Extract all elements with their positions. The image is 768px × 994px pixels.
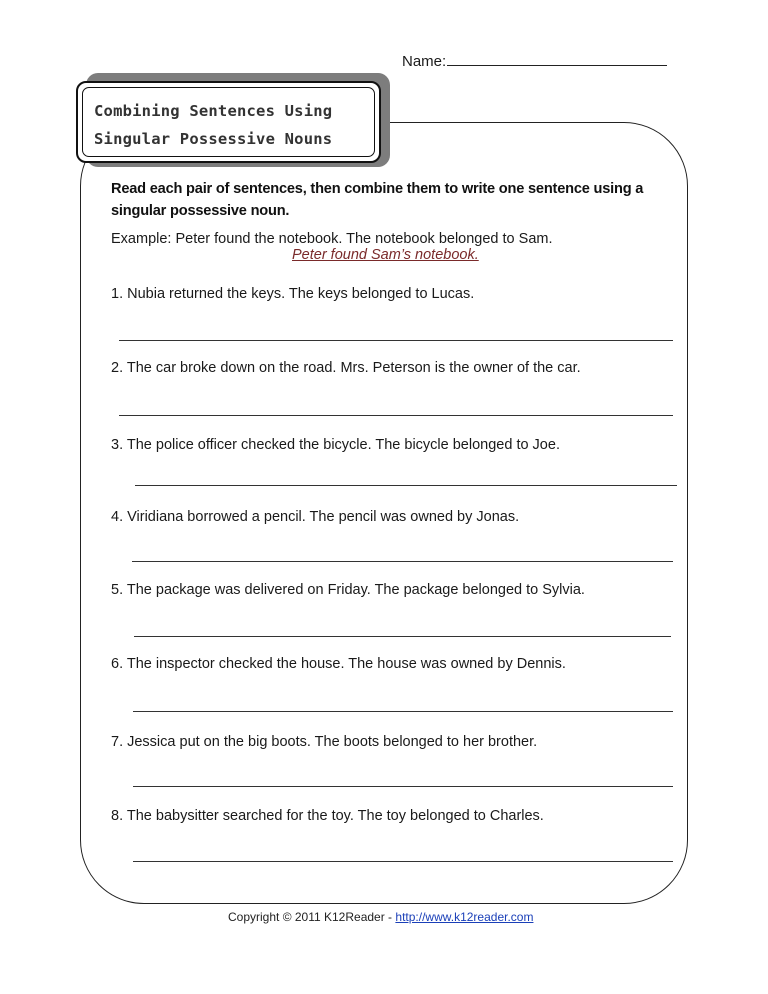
example-prompt: Example: Peter found the notebook. The notebook belonged to Sam. xyxy=(111,231,553,247)
answer-line-7[interactable] xyxy=(133,786,673,787)
name-blank-line[interactable] xyxy=(447,52,667,66)
title-box xyxy=(76,81,381,163)
answer-line-4[interactable] xyxy=(132,561,673,562)
example-answer: Peter found Sam’s notebook. xyxy=(292,247,479,263)
name-field[interactable] xyxy=(402,52,667,70)
question-4: 4. Viridiana borrowed a pencil. The pencil was owned by Jonas. xyxy=(111,509,520,525)
answer-line-1[interactable] xyxy=(119,340,673,341)
question-8: 8. The babysitter searched for the toy. The toy belonged to Charles. xyxy=(111,808,544,824)
question-2: 2. The car broke down on the road. Mrs. Peterson is the owner of the car. xyxy=(111,360,581,376)
answer-line-6[interactable] xyxy=(133,711,673,712)
name-label: Name: xyxy=(402,53,447,70)
copyright-text: Copyright © 2011 K12Reader - xyxy=(228,910,393,924)
question-1: 1. Nubia returned the keys. The keys belonged to Lucas. xyxy=(111,286,475,302)
answer-line-3[interactable] xyxy=(135,485,677,486)
k12reader-link[interactable]: http://www.k12reader.com xyxy=(395,910,534,924)
answer-line-5[interactable] xyxy=(134,636,671,637)
question-3: 3. The police officer checked the bicycle. The bicycle belonged to Joe. xyxy=(111,437,560,453)
question-5: 5. The package was delivered on Friday. The package belonged to Sylvia. xyxy=(111,582,585,598)
worksheet-title xyxy=(94,97,332,153)
footer xyxy=(228,910,533,924)
title-line-1: Combining Sentences Using xyxy=(94,102,333,120)
title-line-2: Singular Possessive Nouns xyxy=(94,130,333,148)
question-7: 7. Jessica put on the big boots. The boots belonged to her brother. xyxy=(111,734,538,750)
instructions: Read each pair of sentences, then combine them to write one sentence using a singular possessive noun. xyxy=(111,181,644,219)
answer-line-2[interactable] xyxy=(119,415,673,416)
answer-line-8[interactable] xyxy=(133,861,673,862)
question-6: 6. The inspector checked the house. The house was owned by Dennis. xyxy=(111,656,566,672)
